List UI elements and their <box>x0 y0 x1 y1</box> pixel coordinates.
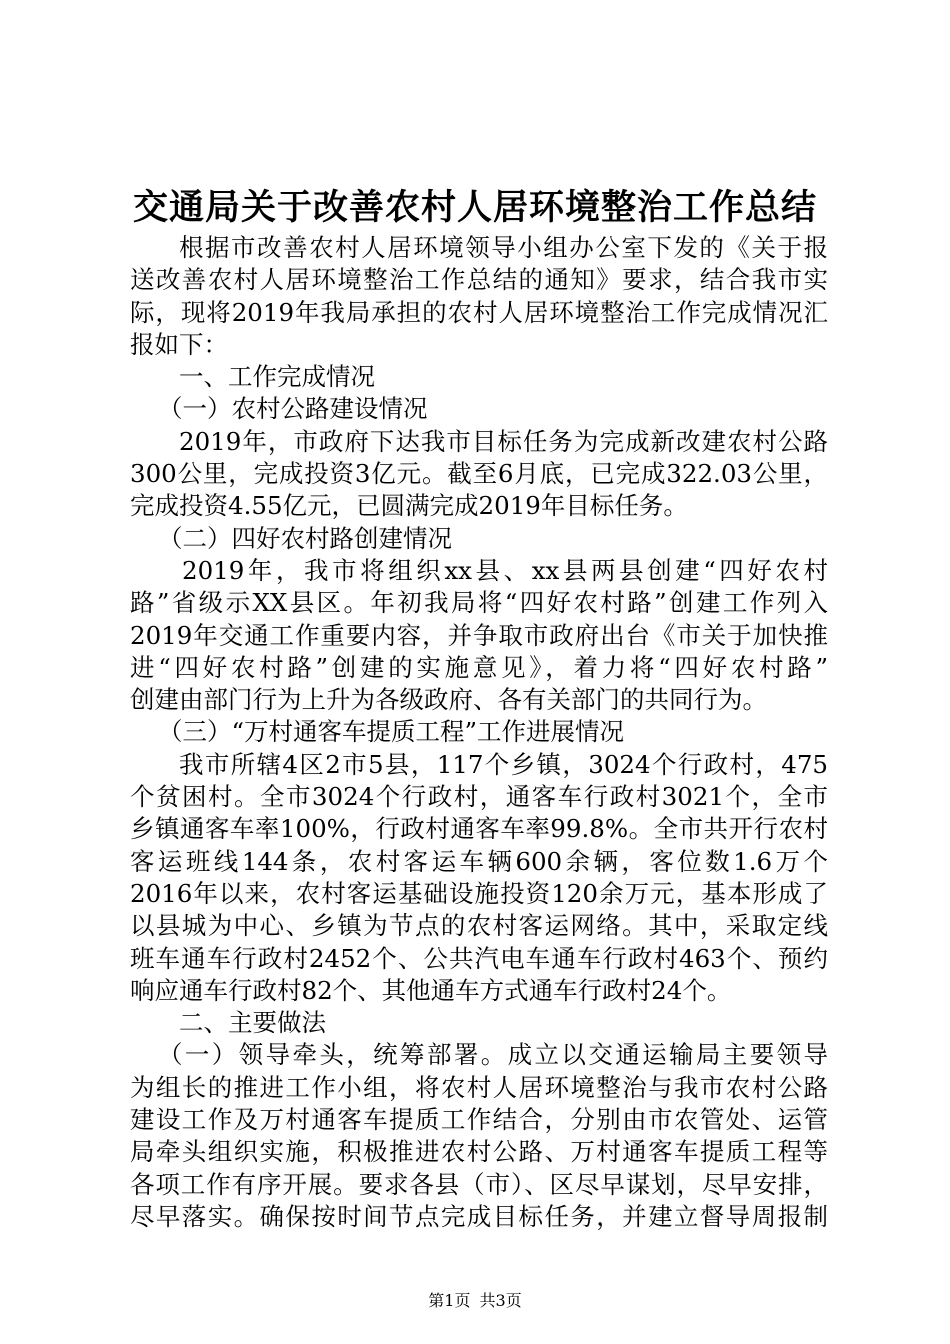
paragraph-line: 响应通车行政村82个、其他通车方式通车行政村24个。 <box>130 975 732 1005</box>
page-footer <box>0 1291 950 1311</box>
paragraph-line: 乡镇通客车率100%，行政村通客车率99.8%。全市共开行农村 <box>130 814 828 844</box>
paragraph-line: 300公里，完成投资3亿元。截至6月底，已完成322.03公里， <box>130 459 828 489</box>
paragraph-line: 完成投资4.55亿元，已圆满完成2019年目标任务。 <box>130 491 688 521</box>
paragraph-line: 为组长的推进工作小组，将农村人居环境整治与我市农村公路 <box>130 1072 828 1102</box>
paragraph-line: 路”省级示XX县区。年初我局将“四好农村路”创建工作列入 <box>130 588 828 618</box>
document-body <box>130 232 828 1233</box>
paragraph-line: 局牵头组织实施，积极推进农村公路、万村通客车提质工程等 <box>130 1137 828 1167</box>
subsection-heading: （二）四好农村路创建情况 <box>158 523 452 553</box>
page-total: 共3页 <box>479 1291 522 1310</box>
paragraph-line: 2016年以来，农村客运基础设施投资120余万元，基本形成了 <box>130 878 828 908</box>
paragraph-line: 2019年交通工作重要内容，并争取市政府出台《市关于加快推 <box>130 620 828 650</box>
paragraph-line: （一）领导牵头，统筹部署。成立以交通运输局主要领导 <box>158 1040 828 1070</box>
paragraph-line: 根据市改善农村人居环境领导小组办公室下发的《关于报 <box>179 233 828 262</box>
paragraph-line: 送改善农村人居环境整治工作总结的通知》要求，结合我市实 <box>130 265 828 295</box>
paragraph-line: 尽早落实。确保按时间节点完成目标任务，并建立督导周报制 <box>130 1201 828 1231</box>
section-heading: 一、工作完成情况 <box>179 362 375 392</box>
paragraph-line: 客运班线144条，农村客运车辆600余辆，客位数1.6万个 <box>130 846 828 876</box>
paragraph-line: 班车通车行政村2452个、公共汽电车通车行政村463个、预约 <box>130 943 828 973</box>
paragraph-line: 2019年，我市将组织xx县、xx县两县创建“四好农村 <box>182 555 828 585</box>
page-number: 第1页 <box>428 1291 471 1310</box>
document-title: 交通局关于改善农村人居环境整治工作总结 <box>132 187 817 228</box>
paragraph-line: 以县城为中心、乡镇为节点的农村客运网络。其中，采取定线 <box>130 911 828 941</box>
paragraph-line: 各项工作有序开展。要求各县（市）、区尽早谋划，尽早安排， <box>130 1169 828 1199</box>
paragraph-line: 个贫困村。全市3024个行政村，通客车行政村3021个，全市 <box>130 782 828 812</box>
paragraph-line: 2019年，市政府下达我市目标任务为完成新改建农村公路 <box>179 426 828 456</box>
subsection-heading: （一）农村公路建设情况 <box>158 394 428 424</box>
paragraph-line: 创建由部门行为上升为各级政府、各有关部门的共同行为。 <box>130 685 767 715</box>
section-heading: 二、主要做法 <box>179 1008 326 1038</box>
paragraph-line: 报如下： <box>130 329 228 359</box>
subsection-heading: （三）“万村通客车提质工程”工作进展情况 <box>158 717 625 747</box>
paragraph-line: 我市所辖4区2市5县，117个乡镇，3024个行政村，475 <box>179 749 828 779</box>
paragraph-line: 建设工作及万村通客车提质工作结合，分别由市农管处、运管 <box>130 1105 828 1135</box>
paragraph-line: 进“四好农村路”创建的实施意见》，着力将“四好农村路” <box>130 652 828 682</box>
paragraph-line: 际，现将2019年我局承担的农村人居环境整治工作完成情况汇 <box>130 297 828 327</box>
